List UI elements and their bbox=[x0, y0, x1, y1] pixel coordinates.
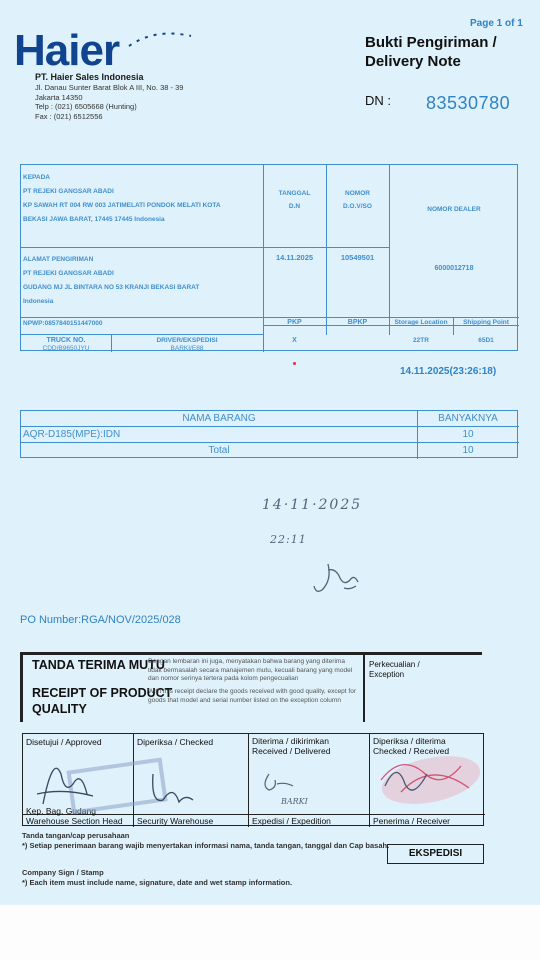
truck-value: CDD/B9650JYU bbox=[42, 345, 90, 352]
warehouse-head-line-2: Warehouse Section Head bbox=[26, 816, 123, 826]
approved-label: Disetujui / Approved bbox=[26, 737, 102, 747]
expedition-label: Expedisi / Expedition bbox=[252, 816, 331, 826]
footer-line: Tanda tangan/cap perusahaan bbox=[22, 831, 130, 840]
handwritten-time: 22:11 bbox=[270, 533, 307, 546]
receiver-label: Penerima / Receiver bbox=[373, 816, 451, 826]
driver-value: BARKI/E88 bbox=[170, 345, 204, 352]
print-datetime: 14.11.2025(23:26:18) bbox=[400, 366, 497, 377]
shipment-info-table bbox=[20, 164, 518, 351]
alamat-line: Indonesia bbox=[23, 298, 54, 305]
receiver-stamp-icon bbox=[371, 740, 485, 814]
nomor-header: NOMOR D.O.V/SO bbox=[343, 190, 372, 210]
footer-note-id bbox=[22, 831, 389, 851]
receipt-text-en: With this receipt declare the goods received with good quality, except for goods that model and serial number listed on the exception column bbox=[148, 688, 356, 704]
pkp-mark: X bbox=[292, 337, 297, 344]
nomor-value: 10549501 bbox=[340, 253, 375, 262]
haier-logo: Haier bbox=[14, 26, 120, 75]
storage-header: Storage Location bbox=[394, 319, 448, 326]
signature-table bbox=[22, 733, 484, 826]
bpkp-header: BPKP bbox=[347, 319, 368, 326]
shipping-value: 65D1 bbox=[478, 337, 494, 344]
received-label bbox=[252, 736, 330, 756]
page-number: Page 1 of 1 bbox=[470, 18, 523, 29]
truck-header: TRUCK NO. bbox=[46, 337, 86, 344]
receipt-of-quality bbox=[20, 650, 482, 722]
items-table bbox=[20, 410, 518, 458]
storage-value: 22TR bbox=[413, 337, 429, 344]
footer-line: *) Each item must include name, signature, date and wet stamp information. bbox=[22, 878, 293, 887]
handwritten-date: 14·11·2025 bbox=[262, 497, 363, 513]
warehouse-head-line-1: Kep. Bag. Gudang bbox=[26, 806, 96, 816]
exception-label: Perkecualian / Exception bbox=[369, 660, 420, 679]
document-title bbox=[365, 33, 497, 71]
security-label: Security Warehouse bbox=[137, 816, 214, 826]
tanggal-header: TANGGAL D.N bbox=[278, 190, 311, 210]
receipt-title-en-2: QUALITY bbox=[32, 702, 87, 716]
expedition-handwritten-name: BARKI bbox=[281, 797, 308, 806]
dealer-value: 6000012718 bbox=[434, 265, 474, 272]
po-number: PO Number:RGA/NOV/2025/028 bbox=[20, 614, 181, 626]
checked-label: Diperiksa / Checked bbox=[137, 737, 214, 747]
address-line: Jl. Danau Sunter Barat Blok A III, No. 38 - 39 bbox=[35, 83, 184, 92]
receipt-title-en-1: RECEIPT OF PRODUCT bbox=[32, 686, 173, 700]
address-line: Jakarta 14350 bbox=[35, 92, 83, 102]
receipt-text-id: Dengan lembaran ini juga, menyatakan bahwa barang yang diterima tidak bermasalah secara manajemen mutu, kecuali barang yang model dan nomor serinya tertera pada kolom pengecualian bbox=[148, 658, 353, 682]
fax-line: Fax : (021) 6512556 bbox=[35, 111, 103, 121]
checked-received-line-2: Checked / Received bbox=[373, 746, 450, 756]
item-name: AQR-D185(MPE):IDN bbox=[23, 429, 121, 440]
kepada-block bbox=[23, 171, 221, 227]
ekspedisi-copy-label: EKSPEDISI bbox=[387, 844, 484, 864]
alamat-line: PT REJEKI GANGSAR ABADI bbox=[23, 270, 114, 277]
col-banyaknya: BANYAKNYA bbox=[438, 413, 498, 424]
shipping-header: Shipping Point bbox=[463, 319, 509, 326]
kepada-line: KP SAWAH RT 004 RW 003 JATIMELATI PONDOK MELATI KOTA bbox=[23, 202, 221, 209]
kepada-line: BEKASI JAWA BARAT, 17445 17445 Indonesia bbox=[23, 216, 165, 223]
receipt-title-id: TANDA TERIMA MUTU bbox=[32, 658, 165, 672]
company-name: PT. Haier Sales Indonesia bbox=[35, 72, 144, 82]
footer-note-en bbox=[22, 868, 292, 888]
total-qty: 10 bbox=[462, 445, 474, 456]
dn-number: 83530780 bbox=[426, 93, 511, 113]
red-dot-mark bbox=[293, 362, 296, 365]
approval-stamp-icon bbox=[23, 744, 248, 814]
item-qty: 10 bbox=[462, 429, 474, 440]
kepada-line: PT REJEKI GANGSAR ABADI bbox=[23, 188, 114, 195]
alamat-block bbox=[23, 253, 199, 309]
received-line-1: Diterima / dikirimkan bbox=[252, 736, 329, 746]
col-nama-barang: NAMA BARANG bbox=[182, 413, 256, 424]
title-line-id: Bukti Pengiriman / bbox=[365, 34, 497, 51]
footer-line: Company Sign / Stamp bbox=[22, 868, 104, 877]
handwritten-signature-icon bbox=[310, 560, 370, 596]
dn-label: DN : bbox=[365, 93, 391, 108]
dealer-header: NOMOR DEALER bbox=[427, 206, 481, 213]
npwp-value: NPWP:0857840151447000 bbox=[23, 320, 103, 327]
logo-swoosh-icon bbox=[125, 30, 195, 52]
alamat-line: GUDANG MJ JL BINTARA NO 53 KRANJI BEKASI BARAT bbox=[23, 284, 200, 291]
kepada-label: KEPADA bbox=[23, 174, 50, 181]
pkp-header: PKP bbox=[287, 319, 302, 326]
checked-received-line-1: Diperiksa / diterima bbox=[373, 736, 446, 746]
received-line-2: Received / Delivered bbox=[252, 746, 331, 756]
tanggal-value: 14.11.2025 bbox=[275, 253, 314, 262]
driver-header: DRIVER/EKSPEDISI bbox=[156, 337, 218, 344]
company-address bbox=[35, 83, 183, 121]
title-line-en: Delivery Note bbox=[365, 53, 461, 70]
phone-line: Telp : (021) 6505668 (Hunting) bbox=[35, 102, 137, 111]
footer-line: *) Setiap penerimaan barang wajib menyertakan informasi nama, tanda tangan, tanggal dan Cap basah. bbox=[22, 841, 390, 850]
total-label: Total bbox=[208, 445, 230, 456]
alamat-label: ALAMAT PENGIRIMAN bbox=[23, 256, 94, 263]
